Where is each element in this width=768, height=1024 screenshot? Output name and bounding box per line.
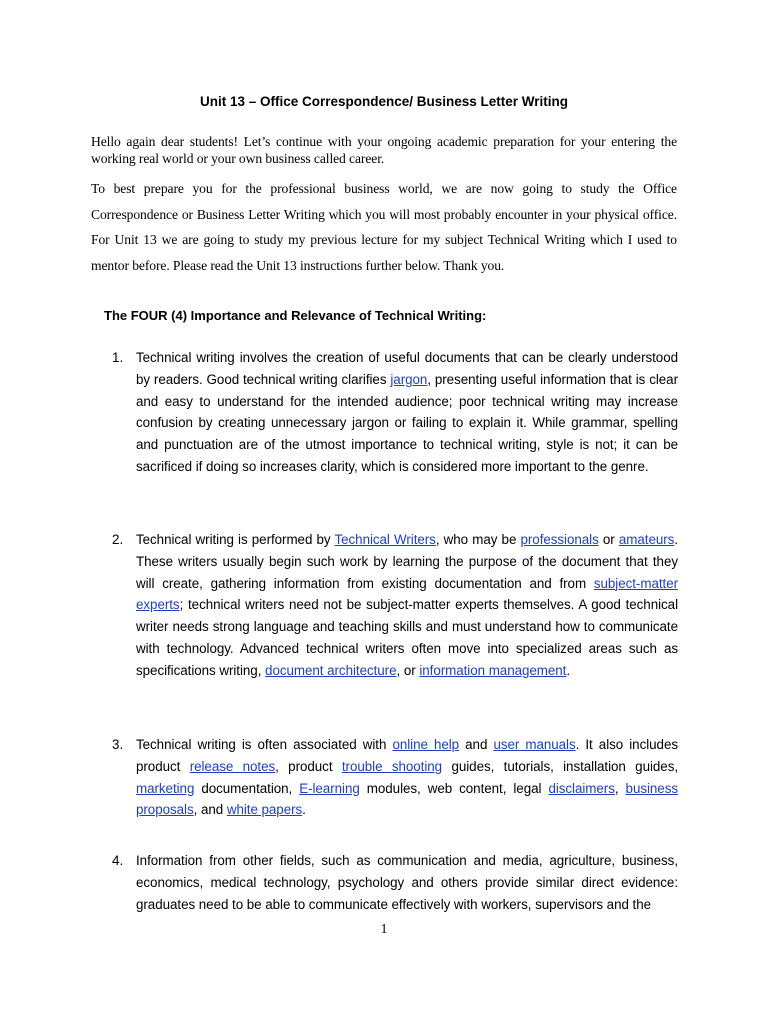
link-amateurs[interactable]: amateurs — [618, 532, 675, 547]
text-run: , or — [396, 662, 420, 678]
text-run: , and — [193, 802, 227, 818]
text-run: documentation, — [194, 780, 300, 796]
text-run: , who may be — [435, 532, 521, 547]
section-heading: The FOUR (4) Importance and Relevance of Technical Writing: — [104, 308, 487, 323]
text-run: guides, tutorials, installation guides, — [442, 758, 679, 774]
list-item-number: 2. — [112, 532, 124, 547]
link-document-architecture[interactable]: document architecture — [265, 662, 397, 678]
list-item-text — [136, 347, 678, 478]
text-run: and — [459, 737, 494, 752]
link-information-management[interactable]: information management — [419, 662, 567, 678]
text-run: . It also includes product — [136, 737, 678, 774]
list-item-4 — [112, 850, 678, 915]
text-run: Technical writing is often associated with — [136, 737, 393, 752]
list-item-number: 1. — [112, 350, 124, 365]
text-run: . — [566, 662, 571, 678]
link-disclaimers[interactable]: disclaimers — [548, 780, 615, 796]
list-item-2 — [112, 529, 678, 682]
link-online-help[interactable]: online help — [392, 737, 460, 752]
text-run: . — [302, 802, 306, 818]
intro-paragraph-1: Hello again dear students! Let’s continue with your ongoing academic preparation for your entering the working real world or your own business called career. — [91, 134, 677, 166]
text-run: ; technical writers need not be subject-matter experts themselves. A good technical writer needs strong language and teaching skills and must understand how to communicate with technology. Advanced technical writers often move into specialized areas such as specifications writing, — [136, 597, 678, 678]
list-item-text — [136, 529, 678, 682]
link-technical-writers[interactable]: Technical Writers — [334, 532, 436, 547]
text-run: modules, web content, legal — [359, 780, 549, 796]
link-subject-matter-experts[interactable]: subject-matter experts — [136, 575, 678, 613]
list-item-number: 4. — [112, 853, 124, 868]
list-item-text — [136, 734, 678, 821]
link-marketing[interactable]: marketing — [136, 780, 195, 796]
text-run: Technical writing is performed by — [136, 532, 335, 547]
text-run: , presenting useful information that is clear and easy to understand for the intended audience; poor technical writing may increase confusion by creating unnecessary jargon or failing to explain it. While grammar, spelling and punctuation are of the utmost importance to technical writing, style is not; it can be sacrificed if doing so increases clarity, which is considered more important to the genre. — [136, 371, 678, 474]
text-run: Technical writing involves the creation of useful documents that can be clearly understood by readers. Good technical writing clarifies — [136, 350, 678, 387]
text-run: Information from other fields, such as communication and media, agriculture, business, economics, medical technology, psychology and others provide similar direct evidence: graduates need to be able to communicate effectively with workers, supervisors and the — [136, 853, 678, 912]
text-run: or — [598, 532, 619, 547]
text-run: , — [614, 780, 626, 796]
text-run: , product — [275, 758, 342, 774]
list-item-text — [136, 850, 678, 915]
link-jargon[interactable]: jargon — [390, 371, 428, 387]
link-white-papers[interactable]: white papers — [226, 802, 303, 818]
link-release-notes[interactable]: release notes — [189, 758, 276, 774]
list-item-number: 3. — [112, 737, 124, 752]
list-item-1 — [112, 347, 678, 478]
document-title: Unit 13 – Office Correspondence/ Business Letter Writing — [199, 94, 569, 109]
link-e-learning[interactable]: E-learning — [299, 780, 360, 796]
text-run: . These writers usually begin such work by learning the purpose of the document that they will create, gathering information from existing documentation and from — [136, 532, 678, 591]
link-trouble-shooting[interactable]: trouble shooting — [341, 758, 443, 774]
link-professionals[interactable]: professionals — [520, 532, 599, 547]
link-business-proposals[interactable]: business proposals — [136, 780, 678, 818]
link-user-manuals[interactable]: user manuals — [493, 737, 576, 752]
page-number: 1 — [380, 921, 388, 936]
intro-paragraph-2: To best prepare you for the professional business world, we are now going to study the Office Correspondence or Business Letter Writing which you will most probably encounter in your physical office. For Unit 13 we are going to study my previous lecture for my subject Technical Writing which I used to mentor before. Please read the Unit 13 instructions further below. Thank you. — [91, 181, 677, 273]
list-item-3 — [112, 734, 678, 821]
